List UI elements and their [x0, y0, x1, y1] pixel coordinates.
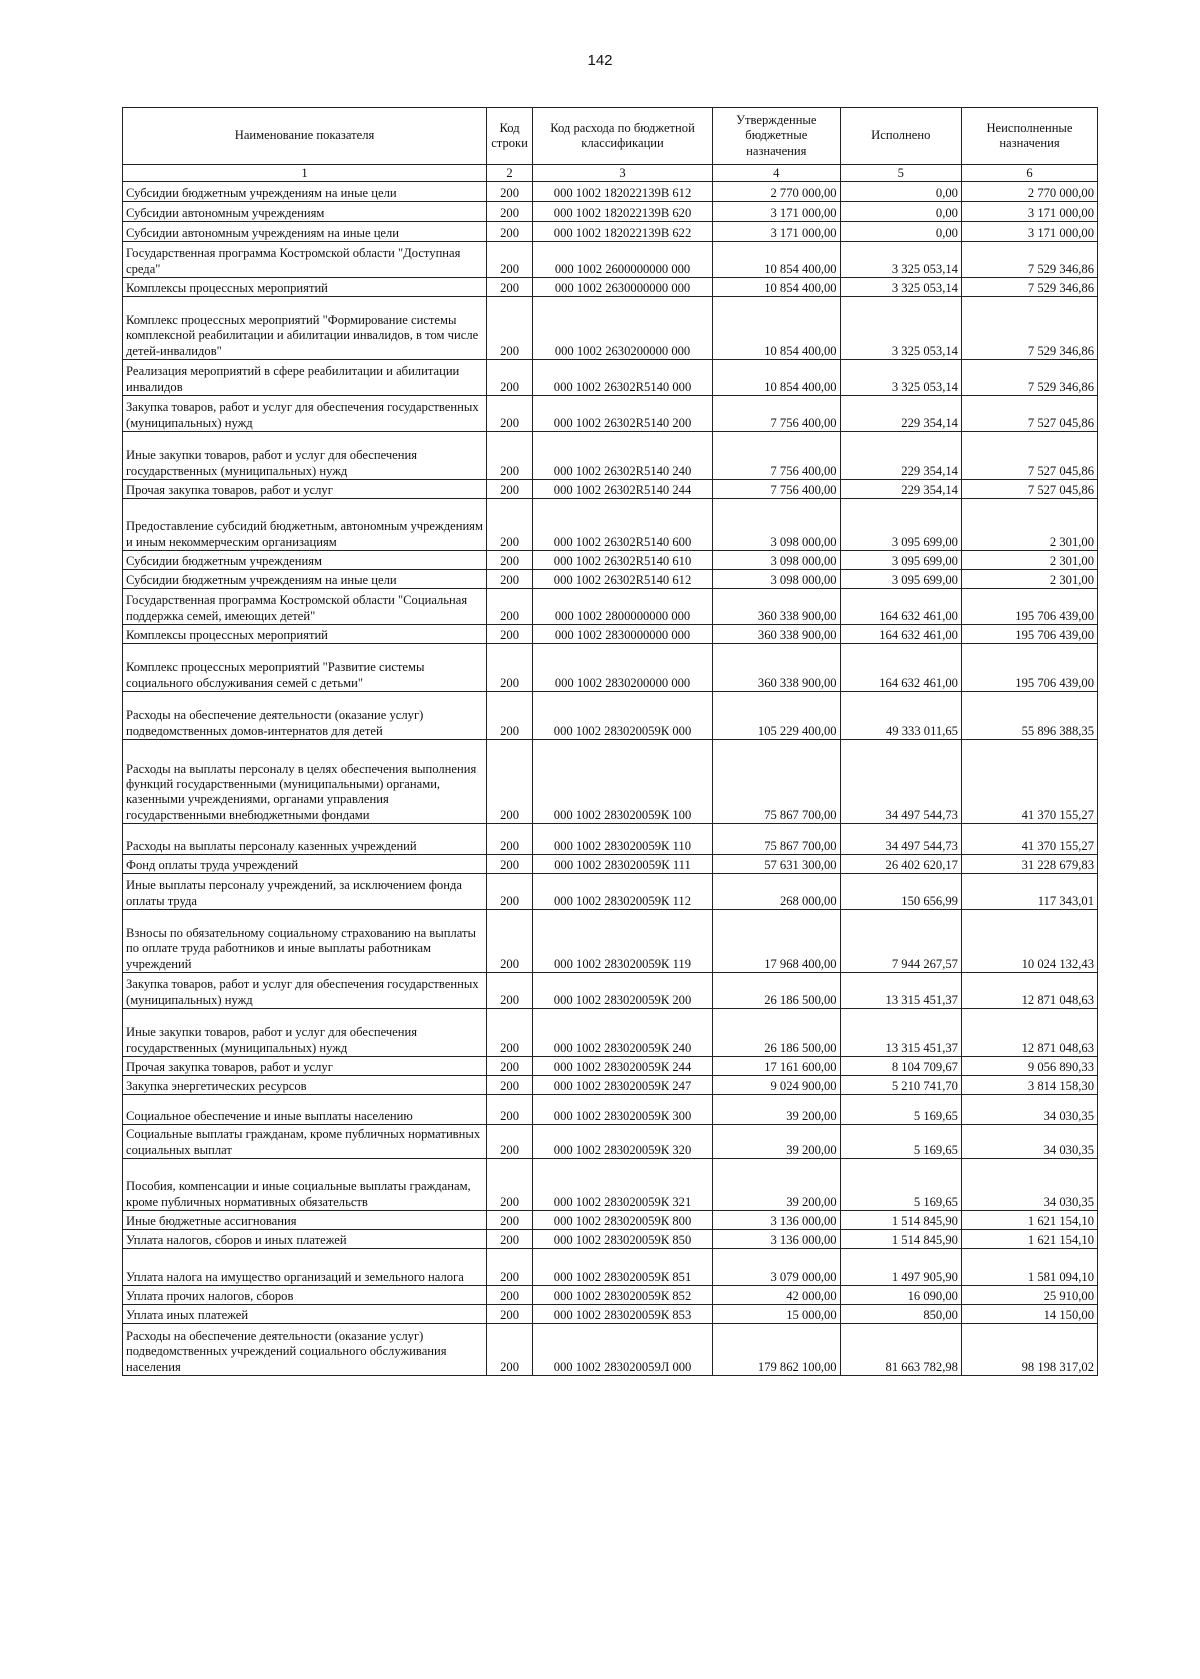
row-budget-code: 000 1002 2830000000 000 [533, 625, 713, 644]
table-row [123, 1324, 1098, 1376]
header-code: Код расхода по бюджетной классификации [533, 108, 713, 165]
row-name: Уплата прочих налогов, сборов [123, 1286, 487, 1305]
row-name: Иные бюджетные ассигнования [123, 1211, 487, 1230]
row-name: Субсидии автономным учреждениям на иные цели [123, 222, 487, 242]
row-name: Закупка товаров, работ и услуг для обеспечения государственных (муниципальных) нужд [123, 973, 487, 1009]
row-budget-code: 000 1002 182022139В 612 [533, 182, 713, 202]
row-approved: 42 000,00 [712, 1286, 840, 1305]
row-name: Уплата налога на имущество организаций и земельного налога [123, 1249, 487, 1286]
row-line-code: 200 [487, 910, 533, 973]
row-name: Расходы на выплаты персоналу казенных учреждений [123, 824, 487, 855]
row-name: Реализация мероприятий в сфере реабилитации и абилитации инвалидов [123, 360, 487, 396]
row-line-code: 200 [487, 855, 533, 874]
row-executed: 13 315 451,37 [840, 973, 961, 1009]
table-row [123, 432, 1098, 480]
row-executed: 1 514 845,90 [840, 1230, 961, 1249]
row-approved: 26 186 500,00 [712, 1009, 840, 1057]
row-line-code: 200 [487, 570, 533, 589]
row-name: Субсидии бюджетным учреждениям на иные цели [123, 182, 487, 202]
row-executed: 3 325 053,14 [840, 360, 961, 396]
row-budget-code: 000 1002 283020059К 240 [533, 1009, 713, 1057]
header-row [123, 108, 1098, 165]
row-line-code: 200 [487, 692, 533, 740]
row-budget-code: 000 1002 2800000000 000 [533, 589, 713, 625]
row-budget-code: 000 1002 26302R5140 244 [533, 480, 713, 499]
row-approved: 15 000,00 [712, 1305, 840, 1324]
row-name: Закупка энергетических ресурсов [123, 1076, 487, 1095]
row-line-code: 200 [487, 480, 533, 499]
budget-execution-table [122, 107, 1098, 1376]
column-number: 5 [840, 165, 961, 182]
row-name: Фонд оплаты труда учреждений [123, 855, 487, 874]
row-budget-code: 000 1002 283020059К 852 [533, 1286, 713, 1305]
row-unexecuted: 195 706 439,00 [961, 644, 1097, 692]
row-executed: 0,00 [840, 222, 961, 242]
row-budget-code: 000 1002 26302R5140 612 [533, 570, 713, 589]
row-budget-code: 000 1002 283020059К 853 [533, 1305, 713, 1324]
row-line-code: 200 [487, 222, 533, 242]
row-name: Комплексы процессных мероприятий [123, 278, 487, 297]
column-number: 3 [533, 165, 713, 182]
row-executed: 164 632 461,00 [840, 589, 961, 625]
table-row [123, 182, 1098, 202]
row-executed: 5 169,65 [840, 1159, 961, 1211]
row-budget-code: 000 1002 283020059К 300 [533, 1095, 713, 1125]
row-unexecuted: 7 529 346,86 [961, 360, 1097, 396]
column-number: 2 [487, 165, 533, 182]
row-unexecuted: 195 706 439,00 [961, 589, 1097, 625]
row-line-code: 200 [487, 1324, 533, 1376]
row-approved: 10 854 400,00 [712, 297, 840, 360]
table-row [123, 278, 1098, 297]
row-name: Прочая закупка товаров, работ и услуг [123, 480, 487, 499]
row-approved: 57 631 300,00 [712, 855, 840, 874]
row-approved: 39 200,00 [712, 1125, 840, 1159]
row-unexecuted: 10 024 132,43 [961, 910, 1097, 973]
row-unexecuted: 7 527 045,86 [961, 480, 1097, 499]
table-row [123, 973, 1098, 1009]
row-unexecuted: 3 171 000,00 [961, 202, 1097, 222]
row-approved: 10 854 400,00 [712, 242, 840, 278]
table-row [123, 740, 1098, 824]
row-executed: 164 632 461,00 [840, 625, 961, 644]
row-name: Государственная программа Костромской области "Социальная поддержка семей, имеющих детей" [123, 589, 487, 625]
table-row [123, 1211, 1098, 1230]
row-approved: 3 079 000,00 [712, 1249, 840, 1286]
row-name: Прочая закупка товаров, работ и услуг [123, 1057, 487, 1076]
row-budget-code: 000 1002 2600000000 000 [533, 242, 713, 278]
row-unexecuted: 34 030,35 [961, 1125, 1097, 1159]
row-approved: 105 229 400,00 [712, 692, 840, 740]
row-unexecuted: 2 301,00 [961, 499, 1097, 551]
row-approved: 3 136 000,00 [712, 1211, 840, 1230]
row-executed: 3 095 699,00 [840, 551, 961, 570]
column-number: 6 [961, 165, 1097, 182]
row-unexecuted: 7 529 346,86 [961, 242, 1097, 278]
row-executed: 5 169,65 [840, 1095, 961, 1125]
row-executed: 3 325 053,14 [840, 278, 961, 297]
row-line-code: 200 [487, 1125, 533, 1159]
row-approved: 3 098 000,00 [712, 499, 840, 551]
row-budget-code: 000 1002 2830200000 000 [533, 644, 713, 692]
row-approved: 7 756 400,00 [712, 432, 840, 480]
row-line-code: 200 [487, 297, 533, 360]
row-executed: 229 354,14 [840, 480, 961, 499]
row-unexecuted: 55 896 388,35 [961, 692, 1097, 740]
row-name: Государственная программа Костромской области "Доступная среда" [123, 242, 487, 278]
row-approved: 3 171 000,00 [712, 222, 840, 242]
row-approved: 3 171 000,00 [712, 202, 840, 222]
row-approved: 360 338 900,00 [712, 589, 840, 625]
row-approved: 179 862 100,00 [712, 1324, 840, 1376]
row-budget-code: 000 1002 283020059К 000 [533, 692, 713, 740]
page-number: 142 [587, 52, 613, 69]
row-line-code: 200 [487, 278, 533, 297]
table-row [123, 222, 1098, 242]
row-budget-code: 000 1002 283020059К 320 [533, 1125, 713, 1159]
row-line-code: 200 [487, 589, 533, 625]
row-approved: 360 338 900,00 [712, 644, 840, 692]
row-line-code: 200 [487, 1009, 533, 1057]
header-executed: Исполнено [840, 108, 961, 165]
row-executed: 0,00 [840, 182, 961, 202]
row-executed: 5 210 741,70 [840, 1076, 961, 1095]
table-row [123, 589, 1098, 625]
table-row [123, 692, 1098, 740]
table-row [123, 625, 1098, 644]
row-budget-code: 000 1002 283020059К 850 [533, 1230, 713, 1249]
table-row [123, 1230, 1098, 1249]
row-unexecuted: 25 910,00 [961, 1286, 1097, 1305]
row-line-code: 200 [487, 644, 533, 692]
row-line-code: 200 [487, 1286, 533, 1305]
header-approved: Утвержденные бюджетные назначения [712, 108, 840, 165]
row-name: Расходы на обеспечение деятельности (оказание услуг) подведомственных домов-интернатов для детей [123, 692, 487, 740]
column-number: 1 [123, 165, 487, 182]
table-row [123, 1286, 1098, 1305]
row-unexecuted: 41 370 155,27 [961, 740, 1097, 824]
row-budget-code: 000 1002 26302R5140 600 [533, 499, 713, 551]
row-name: Субсидии бюджетным учреждениям на иные цели [123, 570, 487, 589]
table-row [123, 1125, 1098, 1159]
row-name: Комплекс процессных мероприятий "Формирование системы комплексной реабилитации и абилитации инвалидов, в том числе детей-инвалидов" [123, 297, 487, 360]
row-approved: 26 186 500,00 [712, 973, 840, 1009]
row-line-code: 200 [487, 1249, 533, 1286]
row-unexecuted: 1 621 154,10 [961, 1211, 1097, 1230]
header-name: Наименование показателя [123, 108, 487, 165]
row-approved: 75 867 700,00 [712, 740, 840, 824]
row-name: Субсидии автономным учреждениям [123, 202, 487, 222]
row-unexecuted: 2 770 000,00 [961, 182, 1097, 202]
row-approved: 2 770 000,00 [712, 182, 840, 202]
row-unexecuted: 117 343,01 [961, 874, 1097, 910]
row-name: Иные выплаты персоналу учреждений, за исключением фонда оплаты труда [123, 874, 487, 910]
row-unexecuted: 34 030,35 [961, 1159, 1097, 1211]
row-line-code: 200 [487, 1211, 533, 1230]
row-unexecuted: 195 706 439,00 [961, 625, 1097, 644]
table-row [123, 1159, 1098, 1211]
row-name: Закупка товаров, работ и услуг для обеспечения государственных (муниципальных) нужд [123, 396, 487, 432]
row-budget-code: 000 1002 283020059К 321 [533, 1159, 713, 1211]
row-budget-code: 000 1002 283020059К 800 [533, 1211, 713, 1230]
row-line-code: 200 [487, 182, 533, 202]
table-row [123, 202, 1098, 222]
table-row [123, 874, 1098, 910]
row-executed: 49 333 011,65 [840, 692, 961, 740]
row-budget-code: 000 1002 182022139В 620 [533, 202, 713, 222]
row-unexecuted: 3 814 158,30 [961, 1076, 1097, 1095]
row-unexecuted: 9 056 890,33 [961, 1057, 1097, 1076]
table-row [123, 570, 1098, 589]
row-executed: 850,00 [840, 1305, 961, 1324]
row-budget-code: 000 1002 283020059К 247 [533, 1076, 713, 1095]
table-row [123, 551, 1098, 570]
header-unexecuted: Неисполненные назначения [961, 108, 1097, 165]
row-executed: 34 497 544,73 [840, 740, 961, 824]
row-approved: 7 756 400,00 [712, 480, 840, 499]
table-row [123, 396, 1098, 432]
row-name: Комплексы процессных мероприятий [123, 625, 487, 644]
row-executed: 13 315 451,37 [840, 1009, 961, 1057]
row-line-code: 200 [487, 1076, 533, 1095]
row-approved: 75 867 700,00 [712, 824, 840, 855]
row-line-code: 200 [487, 625, 533, 644]
row-line-code: 200 [487, 740, 533, 824]
row-unexecuted: 2 301,00 [961, 551, 1097, 570]
row-budget-code: 000 1002 26302R5140 200 [533, 396, 713, 432]
row-approved: 10 854 400,00 [712, 278, 840, 297]
row-unexecuted: 34 030,35 [961, 1095, 1097, 1125]
row-budget-code: 000 1002 283020059К 112 [533, 874, 713, 910]
row-unexecuted: 31 228 679,83 [961, 855, 1097, 874]
row-executed: 150 656,99 [840, 874, 961, 910]
row-name: Субсидии бюджетным учреждениям [123, 551, 487, 570]
row-executed: 229 354,14 [840, 396, 961, 432]
row-executed: 3 095 699,00 [840, 499, 961, 551]
row-budget-code: 000 1002 283020059К 244 [533, 1057, 713, 1076]
row-name: Социальное обеспечение и иные выплаты населению [123, 1095, 487, 1125]
row-budget-code: 000 1002 283020059Л 000 [533, 1324, 713, 1376]
row-approved: 7 756 400,00 [712, 396, 840, 432]
row-unexecuted: 1 581 094,10 [961, 1249, 1097, 1286]
row-unexecuted: 7 527 045,86 [961, 396, 1097, 432]
row-executed: 81 663 782,98 [840, 1324, 961, 1376]
row-executed: 26 402 620,17 [840, 855, 961, 874]
row-name: Расходы на обеспечение деятельности (оказание услуг) подведомственных учреждений социального обслуживания населения [123, 1324, 487, 1376]
table-row [123, 855, 1098, 874]
table-row [123, 480, 1098, 499]
row-line-code: 200 [487, 1159, 533, 1211]
table-body [123, 182, 1098, 1376]
row-unexecuted: 12 871 048,63 [961, 973, 1097, 1009]
row-unexecuted: 98 198 317,02 [961, 1324, 1097, 1376]
row-budget-code: 000 1002 283020059К 100 [533, 740, 713, 824]
row-line-code: 200 [487, 499, 533, 551]
row-executed: 3 325 053,14 [840, 242, 961, 278]
row-unexecuted: 7 527 045,86 [961, 432, 1097, 480]
table-row [123, 297, 1098, 360]
row-approved: 268 000,00 [712, 874, 840, 910]
table-row [123, 242, 1098, 278]
row-unexecuted: 1 621 154,10 [961, 1230, 1097, 1249]
row-executed: 3 095 699,00 [840, 570, 961, 589]
row-budget-code: 000 1002 2630000000 000 [533, 278, 713, 297]
table-row [123, 1057, 1098, 1076]
row-approved: 9 024 900,00 [712, 1076, 840, 1095]
row-budget-code: 000 1002 26302R5140 610 [533, 551, 713, 570]
row-line-code: 200 [487, 874, 533, 910]
row-budget-code: 000 1002 283020059К 110 [533, 824, 713, 855]
header-line: Код строки [487, 108, 533, 165]
table-row [123, 1305, 1098, 1324]
row-name: Уплата налогов, сборов и иных платежей [123, 1230, 487, 1249]
row-budget-code: 000 1002 182022139В 622 [533, 222, 713, 242]
row-name: Уплата иных платежей [123, 1305, 487, 1324]
row-line-code: 200 [487, 432, 533, 480]
row-budget-code: 000 1002 2630200000 000 [533, 297, 713, 360]
row-executed: 1 514 845,90 [840, 1211, 961, 1230]
row-line-code: 200 [487, 973, 533, 1009]
row-line-code: 200 [487, 242, 533, 278]
row-approved: 3 098 000,00 [712, 551, 840, 570]
table-row [123, 360, 1098, 396]
table-row [123, 1009, 1098, 1057]
row-line-code: 200 [487, 396, 533, 432]
row-approved: 3 098 000,00 [712, 570, 840, 589]
row-line-code: 200 [487, 1095, 533, 1125]
row-name: Социальные выплаты гражданам, кроме публичных нормативных социальных выплат [123, 1125, 487, 1159]
row-executed: 8 104 709,67 [840, 1057, 961, 1076]
row-unexecuted: 14 150,00 [961, 1305, 1097, 1324]
column-number: 4 [712, 165, 840, 182]
table-row [123, 644, 1098, 692]
row-budget-code: 000 1002 283020059К 851 [533, 1249, 713, 1286]
table-row [123, 910, 1098, 973]
row-line-code: 200 [487, 1057, 533, 1076]
row-executed: 3 325 053,14 [840, 297, 961, 360]
row-executed: 5 169,65 [840, 1125, 961, 1159]
row-executed: 164 632 461,00 [840, 644, 961, 692]
table-row [123, 499, 1098, 551]
row-line-code: 200 [487, 1305, 533, 1324]
row-line-code: 200 [487, 824, 533, 855]
row-executed: 34 497 544,73 [840, 824, 961, 855]
row-approved: 360 338 900,00 [712, 625, 840, 644]
row-executed: 16 090,00 [840, 1286, 961, 1305]
row-approved: 17 968 400,00 [712, 910, 840, 973]
table-row [123, 1249, 1098, 1286]
row-name: Пособия, компенсации и иные социальные выплаты гражданам, кроме публичных нормативных обязательств [123, 1159, 487, 1211]
row-unexecuted: 41 370 155,27 [961, 824, 1097, 855]
row-name: Предоставление субсидий бюджетным, автономным учреждениям и иным некоммерческим организациям [123, 499, 487, 551]
row-line-code: 200 [487, 1230, 533, 1249]
row-name: Расходы на выплаты персоналу в целях обеспечения выполнения функций государственными (муниципальными) органами, казенными учреждениями, органами управления государственными внебюджетными фондами [123, 740, 487, 824]
row-executed: 229 354,14 [840, 432, 961, 480]
row-approved: 10 854 400,00 [712, 360, 840, 396]
row-name: Иные закупки товаров, работ и услуг для обеспечения государственных (муниципальных) нужд [123, 432, 487, 480]
row-executed: 0,00 [840, 202, 961, 222]
row-unexecuted: 7 529 346,86 [961, 278, 1097, 297]
row-name: Комплекс процессных мероприятий "Развитие системы социального обслуживания семей с детьми" [123, 644, 487, 692]
row-approved: 3 136 000,00 [712, 1230, 840, 1249]
row-approved: 17 161 600,00 [712, 1057, 840, 1076]
table-row [123, 1076, 1098, 1095]
row-executed: 1 497 905,90 [840, 1249, 961, 1286]
row-line-code: 200 [487, 551, 533, 570]
row-budget-code: 000 1002 26302R5140 000 [533, 360, 713, 396]
row-name: Взносы по обязательному социальному страхованию на выплаты по оплате труда работников и иные выплаты работникам учреждений [123, 910, 487, 973]
row-budget-code: 000 1002 283020059К 111 [533, 855, 713, 874]
row-unexecuted: 2 301,00 [961, 570, 1097, 589]
row-budget-code: 000 1002 283020059К 200 [533, 973, 713, 1009]
row-budget-code: 000 1002 283020059К 119 [533, 910, 713, 973]
row-unexecuted: 7 529 346,86 [961, 297, 1097, 360]
row-line-code: 200 [487, 360, 533, 396]
column-numbers-row [123, 165, 1098, 182]
row-name: Иные закупки товаров, работ и услуг для обеспечения государственных (муниципальных) нужд [123, 1009, 487, 1057]
table-row [123, 824, 1098, 855]
row-unexecuted: 12 871 048,63 [961, 1009, 1097, 1057]
row-approved: 39 200,00 [712, 1095, 840, 1125]
row-approved: 39 200,00 [712, 1159, 840, 1211]
row-line-code: 200 [487, 202, 533, 222]
row-executed: 7 944 267,57 [840, 910, 961, 973]
table-row [123, 1095, 1098, 1125]
row-unexecuted: 3 171 000,00 [961, 222, 1097, 242]
row-budget-code: 000 1002 26302R5140 240 [533, 432, 713, 480]
